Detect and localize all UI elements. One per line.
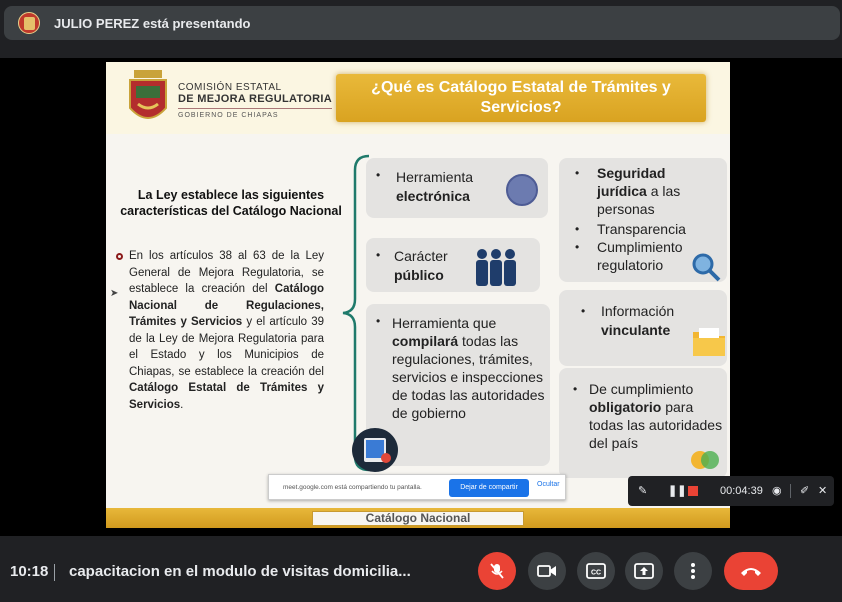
top-bar — [0, 0, 842, 44]
card5-line1: Información — [601, 303, 675, 319]
org-name — [178, 82, 332, 119]
ley-text-3: . — [180, 398, 184, 411]
recording-timer: 00:04:39 — [720, 485, 763, 497]
card6-text — [589, 380, 727, 452]
presenter-avatar-icon — [18, 12, 40, 34]
slide-header — [106, 62, 730, 134]
org-line-3: GOBIERNO DE CHIAPAS — [178, 112, 279, 119]
card6-text-2: para todas las autoridades del país — [589, 399, 723, 451]
ley-text-1: En los artículos 38 al 63 de la Ley General de Mejora Regulatoria, se establece la creación del — [129, 250, 324, 295]
location-pin-icon — [688, 448, 722, 478]
ley-heading: La Ley establece las siguientes características del Catálogo Nacional — [120, 188, 342, 218]
close-icon[interactable]: ✕ — [818, 485, 828, 497]
ley-bold-2: Catálogo Estatal de Trámites y Servicios — [129, 382, 324, 411]
slide-title-box — [336, 74, 706, 122]
mouse-cursor-icon: ➤ — [110, 288, 119, 299]
screenshot-camera-icon[interactable]: ◉ — [772, 485, 782, 497]
present-now-button[interactable] — [625, 552, 663, 590]
mic-off-icon — [488, 562, 506, 580]
presenting-chip[interactable] — [4, 6, 840, 40]
tablet-device-icon — [352, 428, 398, 472]
card4-bold-1: Seguridad — [597, 165, 666, 181]
shared-slide — [106, 62, 730, 528]
card-herramienta-electronica: • Herramienta electrónica — [366, 158, 548, 218]
card1-line1: Herramienta — [396, 169, 474, 185]
card-cumplimiento-obligatorio: • De cumplimiento obligatorio para todas las autoridades del país — [559, 368, 727, 478]
card1-line2: electrónica — [396, 188, 470, 204]
ley-bold-1: Catálogo Nacional de Regulaciones, Trámites y Servicios — [129, 283, 324, 328]
card4-text-1: a las personas — [597, 183, 681, 217]
hang-up-button[interactable] — [724, 552, 778, 590]
recorder-toolbar — [628, 476, 834, 506]
ley-paragraph — [129, 248, 324, 413]
card-seguridad-juridica: • Seguridad jurídica a las personas • Transparencia • Cumplimiento regulatorio — [559, 158, 727, 282]
title-separator — [54, 564, 55, 581]
card4-item2: Transparencia — [597, 221, 686, 237]
meeting-title[interactable]: capacitacion en el modulo de visitas domicilia... — [69, 563, 411, 580]
camera-button[interactable] — [528, 552, 566, 590]
ley-text-2: y el artículo 39 de la Ley de Mejora Regulatoria para el Estado y los Municipios de Chiapas, se establece la creación del — [129, 316, 325, 378]
captions-button[interactable] — [577, 552, 615, 590]
people-icon — [472, 248, 520, 288]
stop-sharing-button[interactable]: Dejar de compartir — [449, 479, 529, 497]
captions-icon — [586, 563, 606, 579]
card3-text — [392, 314, 547, 422]
camera-icon — [537, 564, 557, 578]
org-line-2: DE MEJORA REGULATORIA — [178, 93, 332, 109]
card6-bold: obligatorio — [589, 399, 662, 415]
card5-line2: vinculante — [601, 322, 671, 338]
svg-text:CC: CC — [590, 569, 602, 577]
org-line-1: COMISIÓN ESTATAL — [178, 82, 282, 93]
toolbar-divider — [790, 484, 791, 498]
screen-share-notice — [268, 474, 566, 500]
pen-icon[interactable]: ✎ — [638, 485, 648, 497]
card-caracter-publico: • Carácter público — [366, 238, 540, 292]
more-options-button[interactable] — [674, 552, 712, 590]
card3-bold: compilará — [392, 333, 459, 349]
card-informacion-vinculante: • Información vinculante — [559, 290, 727, 366]
bullet-marker — [116, 253, 123, 260]
card4-item1 — [597, 164, 725, 218]
slide-title: ¿Qué es Catálogo Estatal de Trámites y Servicios? — [371, 79, 671, 116]
crest-logo-icon — [126, 68, 170, 128]
card4-bold-2: jurídica — [597, 183, 647, 199]
share-notice-text: meet.google.com está compartiendo tu pantalla. — [283, 483, 422, 491]
globe-icon — [506, 174, 538, 206]
card6-text-1: De cumplimiento — [589, 381, 694, 397]
card4-item3: Cumplimiento regulatorio — [597, 239, 683, 273]
card-herramienta-compilara: • Herramienta que compilará todas las regulaciones, trámites, servicios e inspecciones de todas las autoridades de gobierno — [366, 304, 550, 466]
present-now-icon — [634, 563, 654, 579]
hide-notice-link[interactable]: Ocultar — [537, 481, 560, 488]
pause-icon[interactable]: ❚❚ — [668, 485, 687, 497]
slide-footer-label: Catálogo Nacional — [312, 511, 524, 526]
card2-line2: público — [394, 267, 444, 283]
card2-line1: Carácter — [394, 248, 448, 264]
presenting-label: JULIO PEREZ está presentando — [54, 15, 251, 31]
card3-text-1: Herramienta que — [392, 315, 497, 331]
meeting-controls-bar — [0, 536, 842, 602]
hang-up-icon — [739, 565, 763, 577]
more-options-icon — [690, 562, 696, 580]
edit-icon[interactable]: ✐ — [800, 485, 810, 497]
magnifier-icon — [691, 252, 721, 282]
stop-recording-icon[interactable] — [688, 486, 698, 496]
folder-icon — [691, 324, 727, 358]
clock-time: 10:18 — [10, 563, 49, 580]
card3-text-2: todas las regulaciones, trámites, servicios e inspecciones de todas las autoridades de gobierno — [392, 333, 545, 421]
mic-off-button[interactable] — [478, 552, 516, 590]
